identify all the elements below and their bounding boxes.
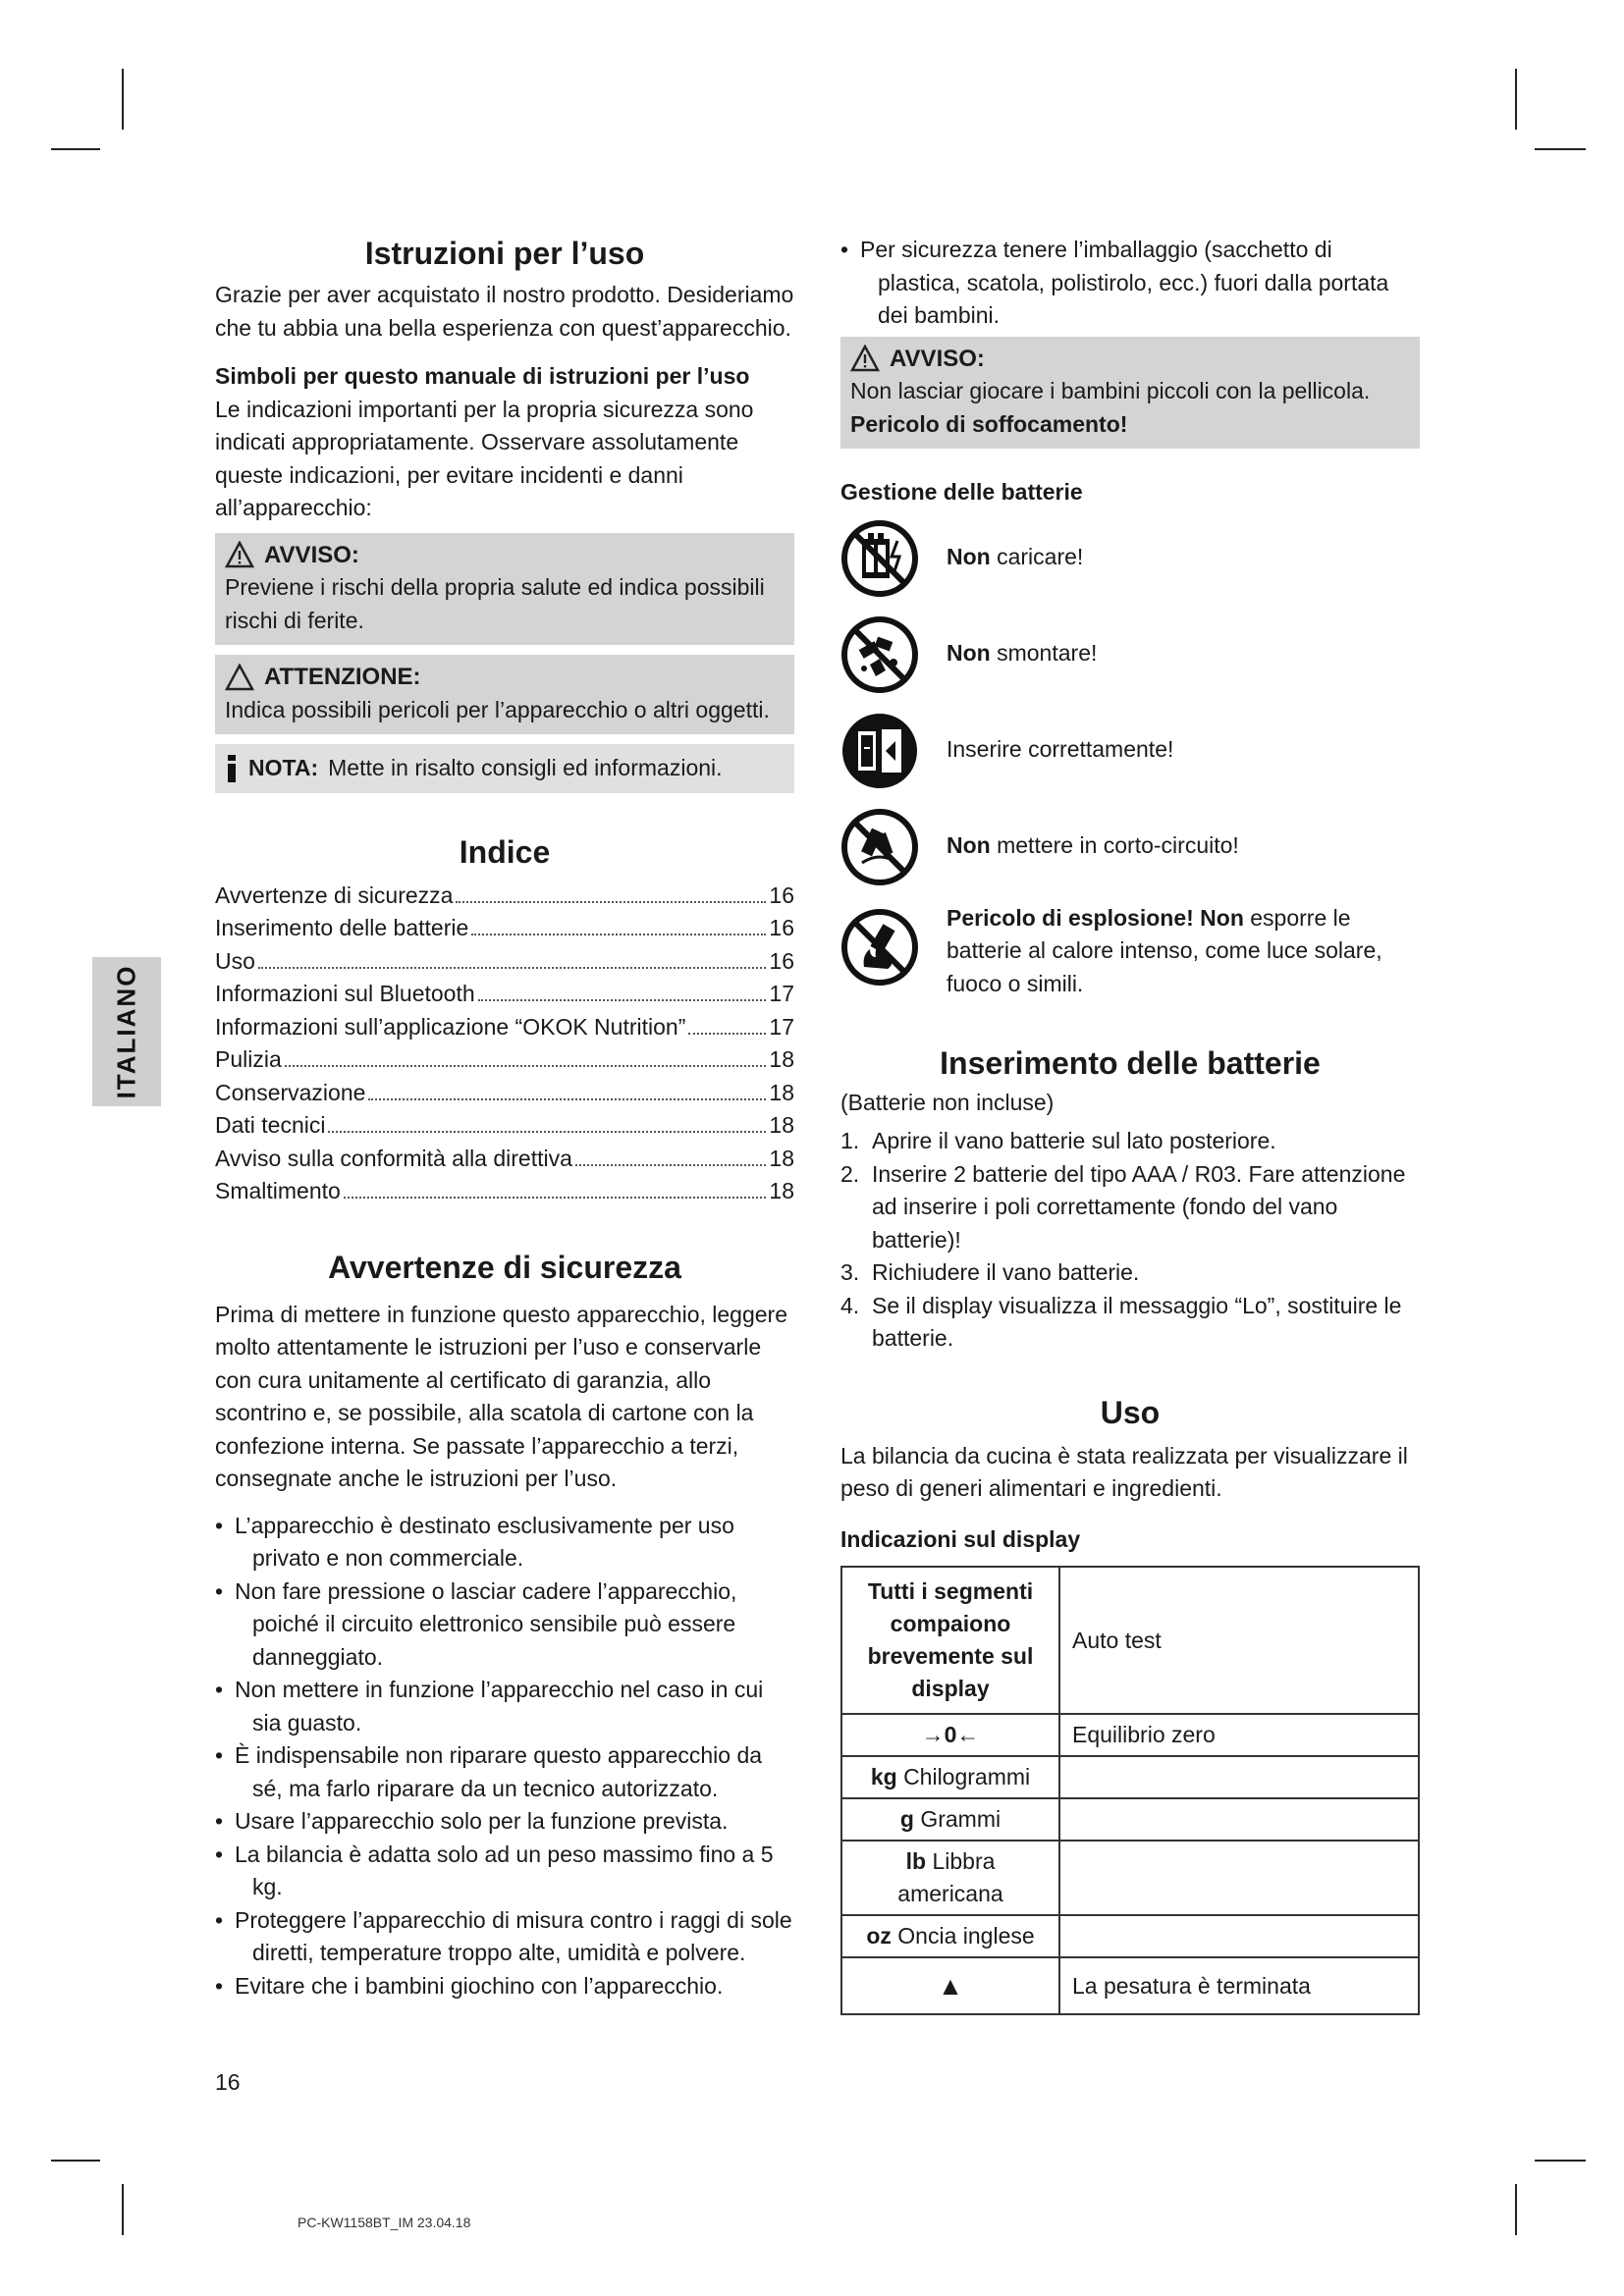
list-item: • L’apparecchio è destinato esclusivamente per uso privato e non commerciale. <box>215 1510 794 1575</box>
desc-cell: Auto test <box>1059 1567 1419 1714</box>
symbol-cell: kg Chilogrammi <box>841 1756 1059 1798</box>
table-of-contents <box>215 880 794 1208</box>
manual-title: Istruzioni per l’uso <box>364 236 645 271</box>
toc-entry[interactable]: Informazioni sul Bluetooth 17 <box>215 981 794 1006</box>
desc-cell: Equilibrio zero <box>1059 1714 1419 1756</box>
table-row <box>841 1798 1419 1841</box>
battery-item <box>840 519 1420 615</box>
caution-title: ATTENZIONE: <box>264 664 421 690</box>
insert-title: Inserimento delle batterie <box>940 1044 1321 1081</box>
symbols-text: Le indicazioni importanti per la propria sicurezza sono indicati appropriatamente. Osservare assolutamente queste indicazioni, per evitare incidenti e danni all’apparecchio: <box>215 396 754 520</box>
crop-mark <box>122 69 124 130</box>
crop-mark <box>1515 2184 1517 2235</box>
desc-cell <box>1059 1798 1419 1841</box>
no-heat-icon <box>840 908 919 987</box>
battery-heading: Gestione delle batterie <box>840 479 1083 505</box>
insert-note: (Batterie non incluse) <box>840 1089 1055 1115</box>
list-item: • Non mettere in funzione l’apparecchio nel caso in cui sia guasto. <box>215 1674 794 1739</box>
crop-mark <box>51 2160 100 2162</box>
list-item: • Non fare pressione o lasciar cadere l’apparecchio, poiché il circuito elettronico sensibile può essere danneggiato. <box>215 1575 794 1675</box>
insert-steps <box>840 1125 1420 1356</box>
safety-list <box>215 1510 794 2003</box>
list-item: • La bilancia è adatta solo ad un peso massimo fino a 5 kg. <box>215 1839 794 1904</box>
toc-entry[interactable]: Avvertenze di sicurezza 16 <box>215 881 794 908</box>
footer-code: PC-KW1158BT_IM 23.04.18 <box>298 2215 471 2230</box>
crop-mark <box>122 2184 124 2235</box>
warning-title: AVVISO: <box>890 345 985 372</box>
display-heading: Indicazioni sul display <box>840 1525 1081 1552</box>
info-icon <box>225 754 239 783</box>
toc-entry[interactable]: Dati tecnici 18 <box>215 1112 794 1138</box>
battery-item-text: Non mettere in corto-circuito! <box>947 831 1239 858</box>
safety-title: Avvertenze di sicurezza <box>328 1249 681 1285</box>
warning-title-row <box>225 539 785 572</box>
no-short-circuit-icon <box>840 808 919 886</box>
desc-cell <box>1059 1841 1419 1915</box>
caution-title-row <box>225 661 785 694</box>
symbol-cell: oz Oncia inglese <box>841 1915 1059 1957</box>
battery-item <box>840 808 1420 902</box>
symbols-heading: Simboli per questo manuale di istruzioni per l’uso <box>215 363 750 389</box>
table-row <box>841 1714 1419 1756</box>
toc-entry[interactable]: Informazioni sull’applicazione “OKOK Nutrition” 17 <box>215 1013 794 1040</box>
warning-triangle-icon <box>850 345 880 372</box>
toc-entry[interactable]: Inserimento delle batterie 16 <box>215 915 794 940</box>
list-item: 3. Richiudere il vano batterie. <box>840 1259 1140 1285</box>
symbol-cell: g Grammi <box>841 1798 1059 1841</box>
page-number: 16 <box>215 2069 241 2095</box>
table-row <box>841 1915 1419 1957</box>
crop-mark <box>1535 2160 1586 2162</box>
warning-title: AVVISO: <box>264 541 359 568</box>
list-item: 2. Inserire 2 batterie del tipo AAA / R03. Fare attenzione ad inserire i poli correttamente (fondo del vano batterie)! <box>840 1160 1406 1253</box>
caution-triangle-icon <box>225 664 254 691</box>
list-item: • Proteggere l’apparecchio di misura contro i raggi di sole diretti, temperature troppo alte, umidità e polvere. <box>215 1904 794 1970</box>
toc-title: Indice <box>459 833 551 870</box>
list-item: • Evitare che i bambini giochino con l’apparecchio. <box>215 1970 794 2003</box>
crop-mark <box>1535 148 1586 150</box>
insert-correctly-icon <box>840 712 919 790</box>
no-disassemble-icon <box>840 615 919 694</box>
warning-triangle-icon <box>225 541 254 568</box>
crop-mark <box>1515 69 1517 130</box>
symbol-cell: lb Libbra americana <box>841 1841 1059 1915</box>
language-tab-label: ITALIANO <box>111 964 141 1099</box>
battery-item-text: Pericolo di esplosione! Non esporre le batterie al calore intenso, come luce solare, fuoco o simili. <box>947 904 1382 996</box>
note-text: Mette in risalto consigli ed informazioni. <box>328 755 723 780</box>
crop-mark <box>51 148 100 150</box>
warning-bold-text: Pericolo di soffocamento! <box>850 410 1128 437</box>
packaging-list <box>840 234 1420 333</box>
warning-title-row <box>850 343 1410 376</box>
toc-entry[interactable]: Smaltimento 18 <box>215 1178 794 1203</box>
toc-entry[interactable]: Conservazione 18 <box>215 1079 794 1105</box>
battery-item-text: Non caricare! <box>947 543 1084 569</box>
battery-item-text: Inserire correttamente! <box>947 735 1174 762</box>
list-item: • Per sicurezza tenere l’imballaggio (sacchetto di plastica, scatola, polistirolo, ecc.) fuori dalla portata dei bambini. <box>840 234 1420 333</box>
warning-text: Previene i rischi della propria salute ed indica possibili rischi di ferite. <box>225 574 765 633</box>
list-item: • Usare l’apparecchio solo per la funzione prevista. <box>215 1805 794 1839</box>
symbol-cell: Tutti i segmenti compaiono brevemente sul display <box>841 1567 1059 1714</box>
use-title: Uso <box>1100 1394 1161 1430</box>
table-row <box>841 1957 1419 2014</box>
battery-item <box>840 902 1420 1010</box>
right-column <box>840 234 1420 2015</box>
caution-text: Indica possibili pericoli per l’apparecchio o altri oggetti. <box>225 696 770 722</box>
intro-text: Grazie per aver acquistato il nostro prodotto. Desideriamo che tu abbia una bella esperienza con quest’apparecchio. <box>215 282 794 341</box>
toc-entry[interactable]: Uso 16 <box>215 947 794 974</box>
note-title: NOTA: <box>248 755 319 780</box>
table-row <box>841 1756 1419 1798</box>
list-item: 1. Aprire il vano batterie sul lato posteriore. <box>840 1128 1276 1153</box>
toc-entry[interactable]: Avviso sulla conformità alla direttiva 18 <box>215 1145 794 1171</box>
toc-entry[interactable]: Pulizia 18 <box>215 1046 794 1072</box>
warning-box-film <box>840 337 1420 450</box>
display-table <box>840 1566 1420 2015</box>
safety-intro: Prima di mettere in funzione questo apparecchio, leggere molto attentamente le istruzioni per l’uso e conservarle con cura unitamente al certificato di garanzia, allo scontrino e, se possibile, alla scatola di cartone con la confezione interna. Se passate l’apparecchio a terzi, consegnate anche le istruzioni per l’uso. <box>215 1301 788 1491</box>
warning-box <box>215 533 794 646</box>
caution-box <box>215 655 794 734</box>
table-row <box>841 1841 1419 1915</box>
language-tab <box>92 957 161 1106</box>
no-charge-icon <box>840 519 919 598</box>
warning-text: Non lasciar giocare i bambini piccoli con la pellicola. <box>850 378 1371 403</box>
table-row <box>841 1567 1419 1714</box>
note-box <box>215 744 794 793</box>
battery-item-text: Non smontare! <box>947 639 1098 666</box>
left-column <box>215 234 794 2002</box>
desc-cell: La pesatura è terminata <box>1059 1957 1419 2014</box>
battery-item <box>840 712 1420 808</box>
symbol-cell: →0← <box>841 1714 1059 1756</box>
list-item: 4. Se il display visualizza il messaggio “Lo”, sostituire le batterie. <box>840 1292 1402 1351</box>
list-item: • È indispensabile non riparare questo apparecchio da sé, ma farlo riparare da un tecnico autorizzato. <box>215 1739 794 1805</box>
battery-item <box>840 615 1420 712</box>
desc-cell <box>1059 1915 1419 1957</box>
weighing-complete-icon: ▲ <box>841 1957 1059 2014</box>
use-text: La bilancia da cucina è stata realizzata per visualizzare il peso di generi alimentari e ingredienti. <box>840 1442 1408 1501</box>
desc-cell <box>1059 1756 1419 1798</box>
